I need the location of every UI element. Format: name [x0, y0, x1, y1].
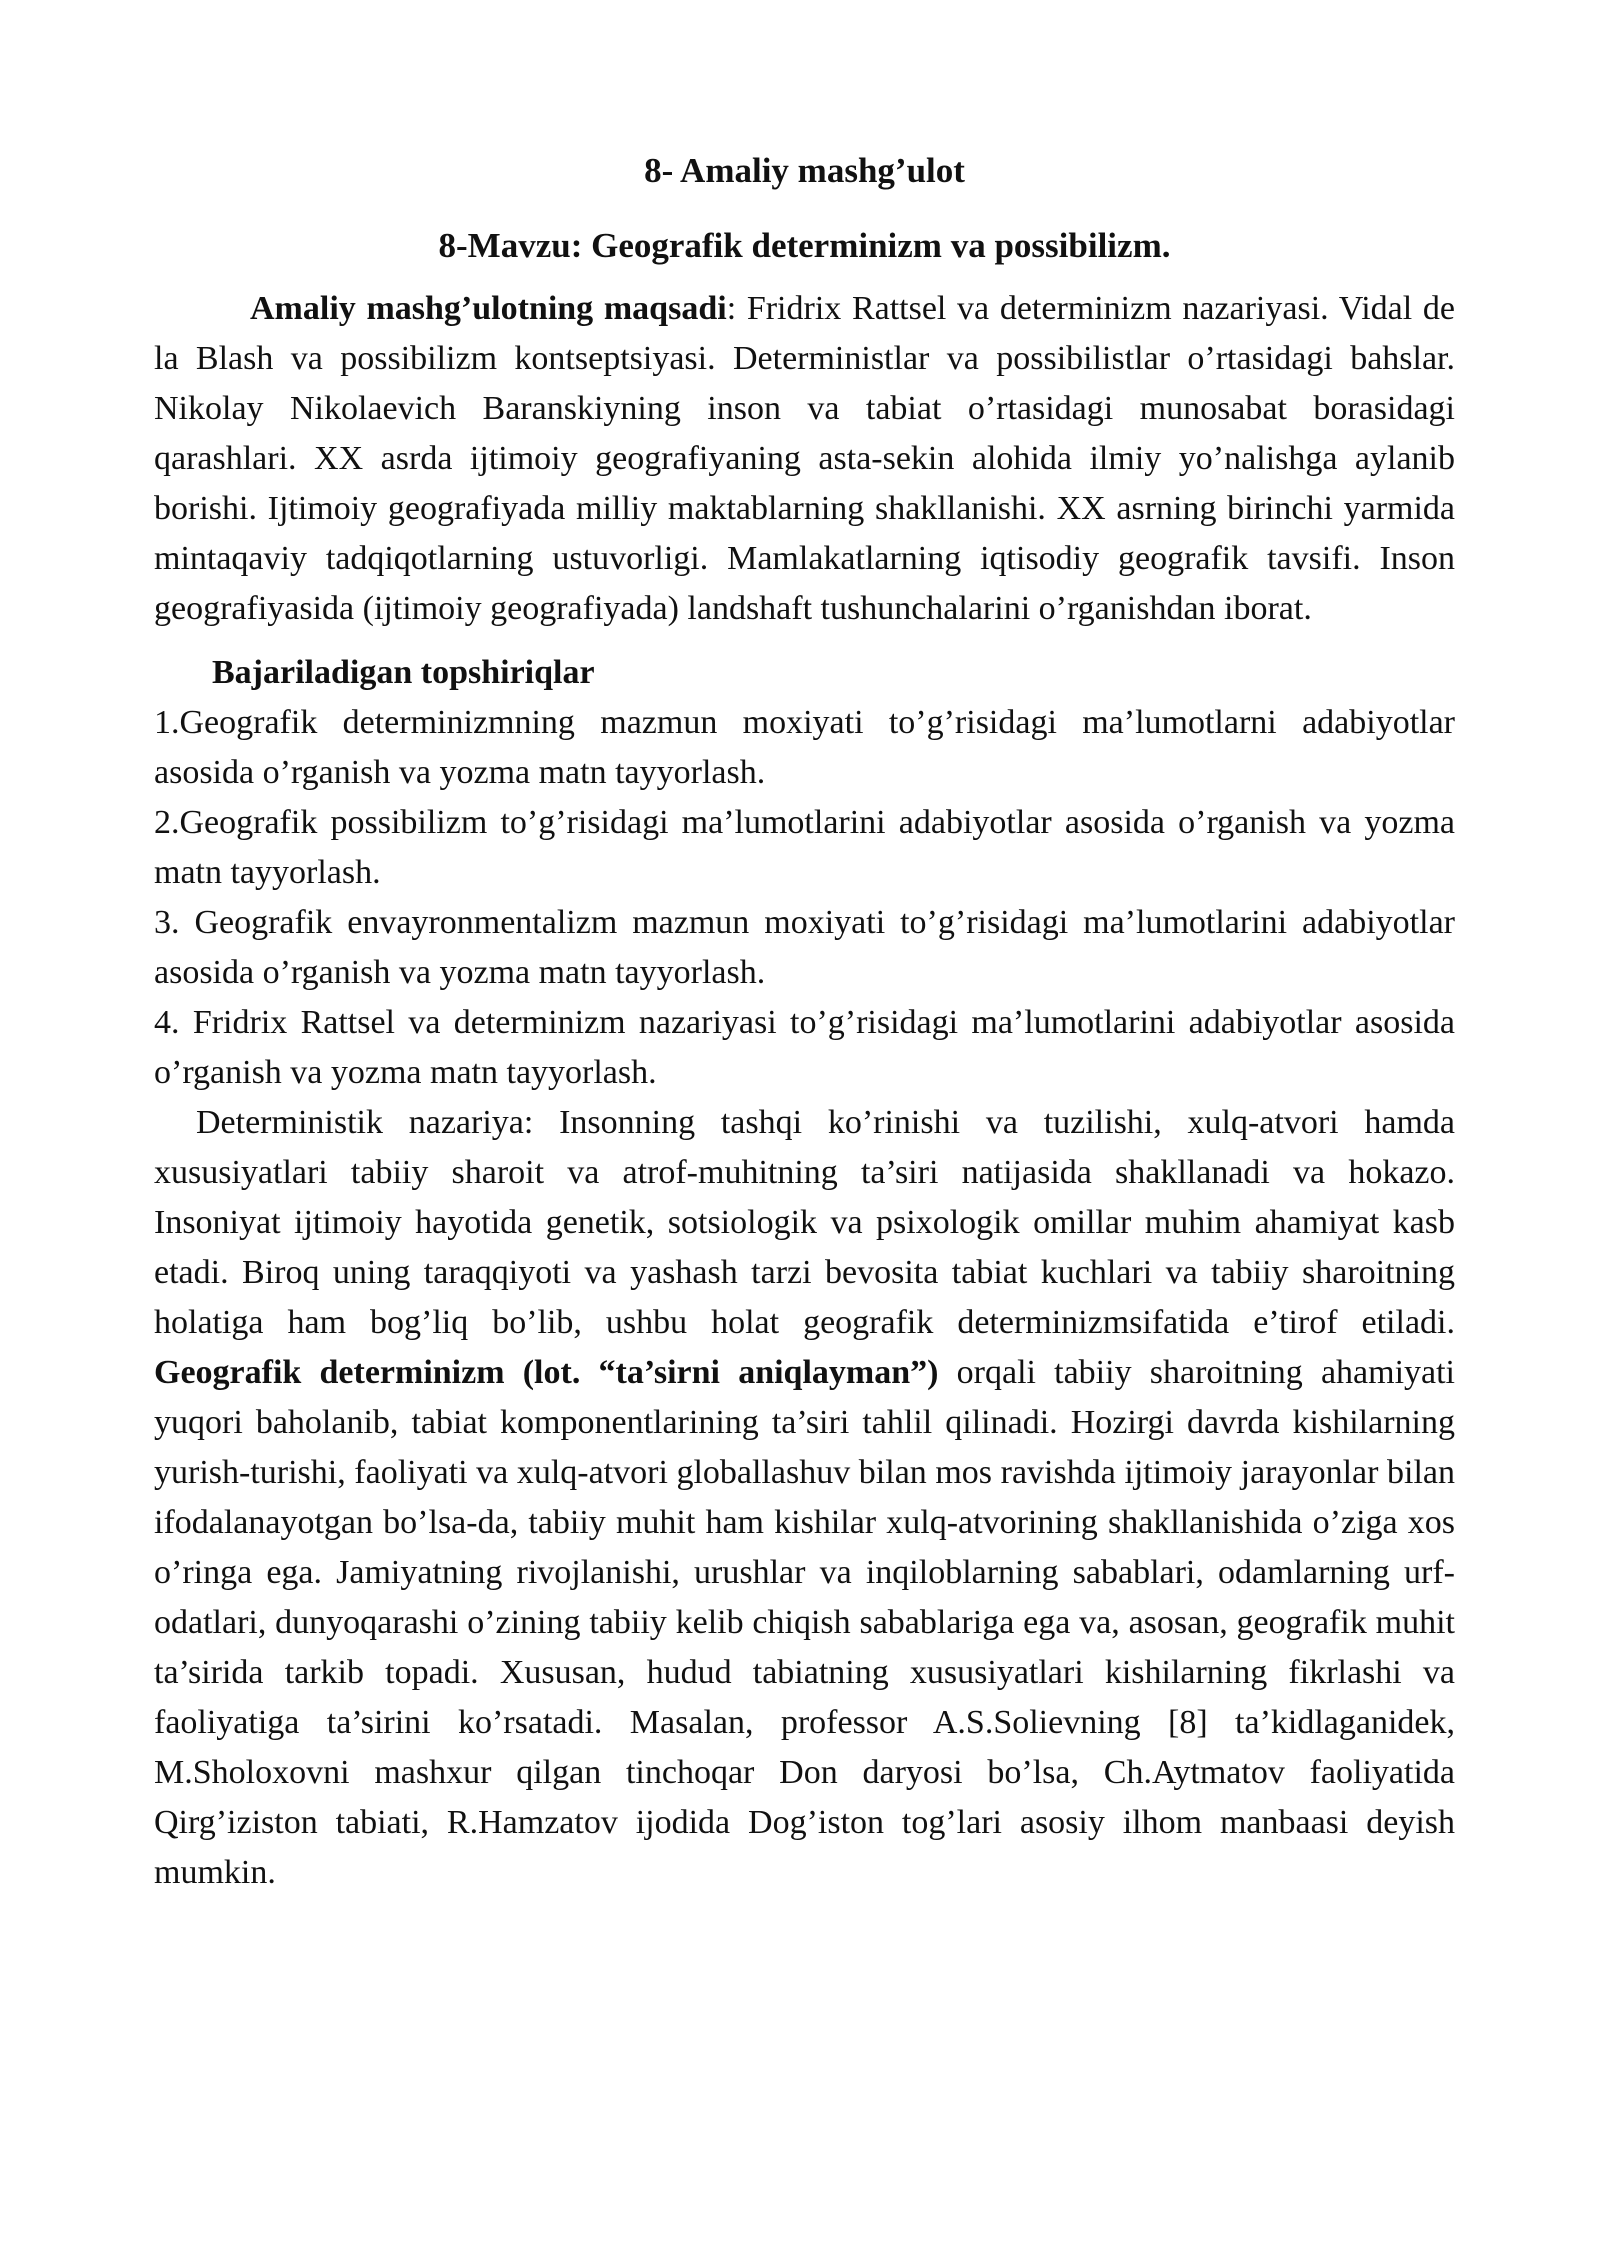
task-item-2: 2.Geografik possibilizm to’g’risidagi ma’lumotlarini adabiyotlar asosida o’rganish va yozma matn tayyorlash.	[154, 804, 1455, 891]
theory-text-after: orqali tabiiy sharoitning ahamiyati yuqori baholanib, tabiat komponentlarining ta’siri tahlil qilinadi. Hozirgi davrda kishilarning yurish-turishi, faoliyati va xulq-atvori globallashuv bilan mos ravishda ijtimoiy jarayonlar bilan ifodalanayotgan bo’lsa-da, tabiiy muhit ham kishilar xulq-atvorining shakllanishida o’ziga xos o’ringa ega. Jamiyatning rivojlanishi, urushlar va inqiloblarning sabablari, odamlarning urf-odatlari, dunyoqarashi o’zining tabiiy kelib chiqish sabablariga ega va, asosan, geografik muhit ta’sirida tarkib topadi. Xususan, hudud tabiatning xususiyatlari kishilarning fikrlashi va faoliyatiga ta’sirini ko’rsatadi. Masalan, professor A.S.Solievning [8] ta’kidlaganidek, M.Sholoxovni mashxur qilgan tinchoqar Don daryosi bo’lsa, Ch.Aytmatov faoliyatida Qirg’iziston tabiati, R.Hamzatov ijodida Dog’iston tog’lari asosiy ilhom manbaasi deyish mumkin.	[154, 1354, 1455, 1891]
theory-text-before: Deterministik nazariya: Insonning tashqi ko’rinishi va tuzilishi, xulq-atvori hamda xususiyatlari tabiiy sharoit va atrof-muhitning ta’siri natijasida shakllanadi va hokazo. Insoniyat ijtimoiy hayotida genetik, sotsiologik va psixologik omillar muhim ahamiyat kasb etadi. Biroq uning taraqqiyoti va yashash tarzi bevosita tabiat kuchlari va tabiiy sharoitning holatiga ham bog’liq bo’lib, ushbu holat geografik determinizmsifatida e’tirof etiladi.	[154, 1104, 1455, 1341]
task-item-1: 1.Geografik determinizmning mazmun moxiyati to’g’risidagi ma’lumotlarni adabiyotlar asosida o’rganish va yozma matn tayyorlash.	[154, 704, 1455, 791]
page-heading: 8- Amaliy mashg’ulot	[644, 151, 965, 190]
theory-paragraph	[154, 1098, 1455, 1898]
task-item-4: 4. Fridrix Rattsel va determinizm nazariyasi to’g’risidagi ma’lumotlarini adabiyotlar asosida o’rganish va yozma matn tayyorlash.	[154, 1004, 1455, 1091]
tasks-heading: Bajariladigan topshiriqlar	[212, 654, 595, 691]
task-item-3: 3. Geografik envayronmentalizm mazmun moxiyati to’g’risidagi ma’lumotlarini adabiyotlar asosida o’rganish va yozma matn tayyorlash.	[154, 904, 1455, 991]
theory-bold-term: Geografik determinizm (lot. “ta’sirni aniqlayman”)	[154, 1354, 939, 1391]
topic-title: 8-Mavzu: Geografik determinizm va possibilizm.	[438, 226, 1171, 265]
goal-label: Amaliy mashg’ulotning maqsadi	[250, 290, 727, 327]
goal-paragraph	[154, 284, 1455, 634]
goal-text: : Fridrix Rattsel va determinizm nazariyasi. Vidal de la Blash va possibilizm kontseptsiyasi. Deterministlar va possibilistlar o’rtasidagi bahslar. Nikolay Nikolaevich Baranskiyning inson va tabiat o’rtasidagi munosabat borasidagi qarashlari. XX asrda ijtimoiy geografiyaning asta-sekin alohida ilmiy yo’nalishga aylanib borishi. Ijtimoiy geografiyada milliy maktablarning shakllanishi. XX asrning birinchi yarmida mintaqaviy tadqiqotlarning ustuvorligi. Mamlakatlarning iqtisodiy geografik tavsifi. Inson geografiyasida (ijtimoiy geografiyada) landshaft tushunchalarini o’rganishdan iborat.	[154, 290, 1455, 627]
